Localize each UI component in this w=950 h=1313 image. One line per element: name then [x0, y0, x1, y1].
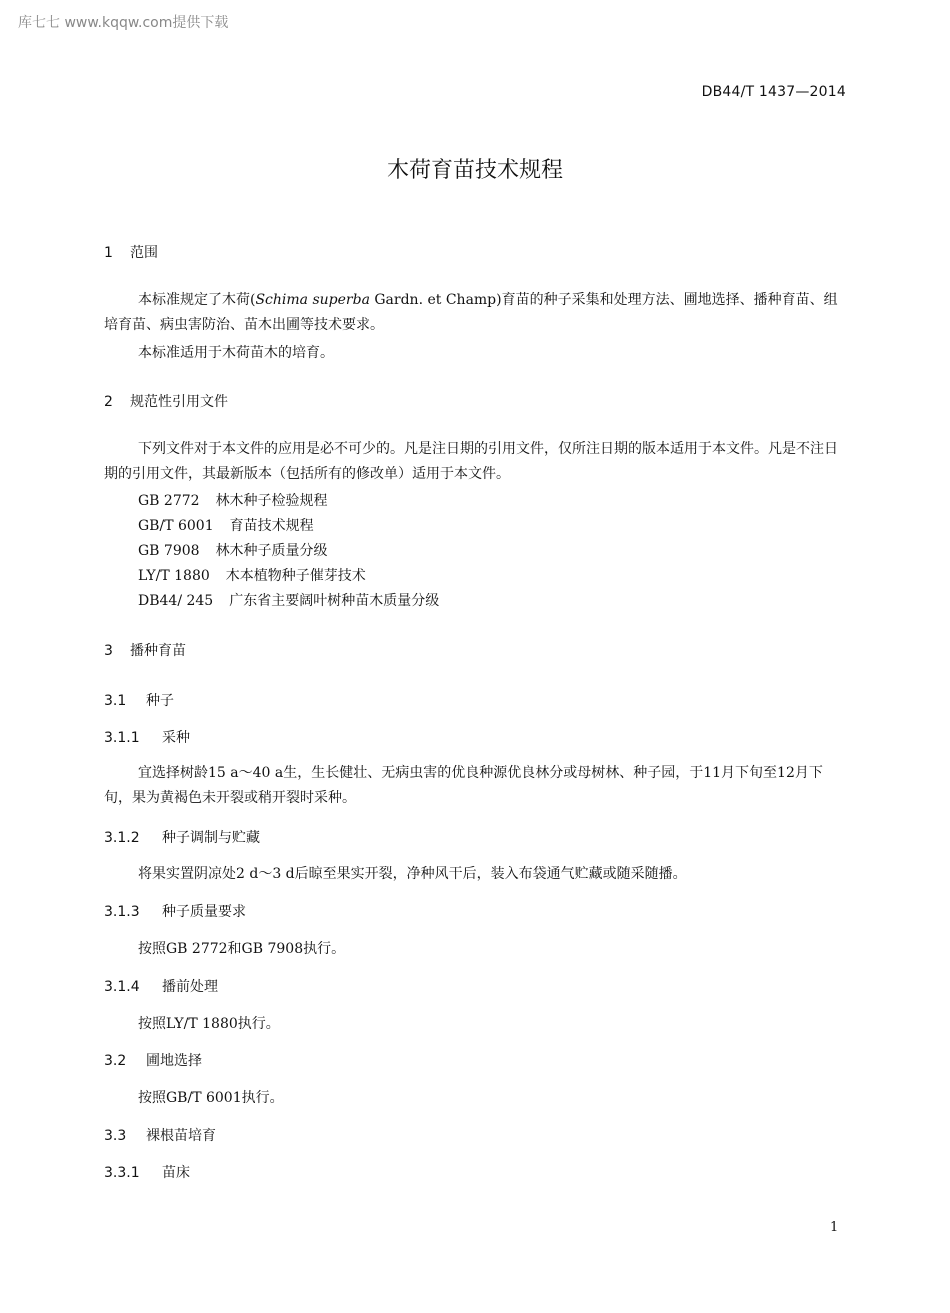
reference-item	[138, 490, 328, 510]
watermark-text: 库七七 www.kqqw.com提供下载	[18, 15, 229, 31]
section-title: 圃地选择	[146, 1053, 202, 1069]
document-number: DB44/T 1437—2014	[701, 84, 846, 100]
section-title: 种子	[146, 693, 174, 709]
page-number: 1	[830, 1220, 839, 1235]
section-2-paragraph-1	[104, 437, 850, 487]
subsection-3-1-4-text: 按照LY/T 1880执行。	[138, 1016, 280, 1032]
section-title: 裸根苗培育	[146, 1128, 216, 1144]
subsection-3-2-text: 按照GB/T 6001执行。	[138, 1090, 284, 1106]
subsection-3-1-2-text: 将果实置阴凉处2 d～3 d后晾至果实开裂，净种风干后，装入布袋通气贮藏或随采随播。	[138, 866, 687, 882]
latin-name: Schima superba	[255, 292, 370, 308]
section-number: 2	[104, 394, 113, 410]
section-number: 3.1.4	[104, 979, 140, 995]
section-1-heading	[104, 242, 158, 262]
reference-code: GB 7908	[138, 543, 200, 559]
reference-title: 育苗技术规程	[229, 518, 314, 534]
reference-item	[138, 565, 366, 585]
section-title: 采种	[162, 730, 190, 746]
section-3-heading	[104, 640, 186, 660]
para-text: 宜选择树龄15 a～40 a生，生长健壮、无病虫害的优良种源优良林分或母树林、种子园，于11月下旬至12月下旬，果为黄褐色未开裂或稍开裂时采种。	[104, 765, 823, 806]
section-2-heading	[104, 391, 228, 411]
reference-title: 林木种子检验规程	[215, 493, 328, 509]
section-title: 苗床	[162, 1165, 190, 1181]
subsection-3-1-3-text: 按照GB 2772和GB 7908执行。	[138, 941, 346, 957]
reference-item	[138, 540, 328, 560]
para-text: 本标准规定了木荷(	[138, 292, 256, 308]
subsection-3-1-2-heading	[104, 827, 260, 847]
section-number: 3.1.1	[104, 730, 140, 746]
section-number: 3.1	[104, 693, 127, 709]
reference-code: DB44/ 245	[138, 593, 214, 609]
reference-title: 广东省主要阔叶树种苗木质量分级	[229, 593, 440, 609]
section-title: 范围	[130, 245, 158, 261]
subsection-3-3-1-heading	[104, 1162, 190, 1182]
subsection-3-3-heading	[104, 1125, 216, 1145]
para-text: 下列文件对于本文件的应用是必不可少的。凡是注日期的引用文件，仅所注日期的版本适用于本文件。凡是不注日期的引用文件，其最新版本（包括所有的修改单）适用于本文件。	[104, 441, 838, 482]
section-title: 种子质量要求	[162, 904, 246, 920]
subsection-3-1-heading	[104, 690, 174, 710]
reference-code: LY/T 1880	[138, 568, 210, 584]
section-title: 播种育苗	[130, 643, 186, 659]
section-number: 3.3	[104, 1128, 127, 1144]
reference-item	[138, 515, 314, 535]
section-number: 3.1.2	[104, 830, 140, 846]
section-number: 1	[104, 245, 113, 261]
document-title: 木荷育苗技术规程	[386, 158, 563, 183]
section-number: 3	[104, 643, 113, 659]
section-title: 种子调制与贮藏	[162, 830, 260, 846]
section-title: 播前处理	[162, 979, 218, 995]
subsection-3-2-heading	[104, 1050, 202, 1070]
subsection-3-1-3-heading	[104, 901, 246, 921]
subsection-3-1-4-heading	[104, 976, 218, 996]
reference-item	[138, 590, 439, 610]
subsection-3-1-1-heading	[104, 727, 190, 747]
section-number: 3.3.1	[104, 1165, 140, 1181]
section-number: 3.1.3	[104, 904, 140, 920]
subsection-3-1-1-text	[104, 761, 850, 811]
section-1-paragraph-1	[104, 288, 850, 338]
para-text: Gardn. et Champ)育苗的种子采集和处理方法、圃地选择、播种育苗、组培育苗、病虫害防治、苗木出圃等技术要求。	[104, 292, 838, 333]
reference-code: GB/T 6001	[138, 518, 214, 534]
reference-code: GB 2772	[138, 493, 200, 509]
reference-title: 林木种子质量分级	[215, 543, 328, 559]
section-title: 规范性引用文件	[130, 394, 228, 410]
reference-title: 木本植物种子催芽技术	[225, 568, 366, 584]
section-1-paragraph-2: 本标准适用于木荷苗木的培育。	[138, 345, 334, 361]
section-number: 3.2	[104, 1053, 127, 1069]
